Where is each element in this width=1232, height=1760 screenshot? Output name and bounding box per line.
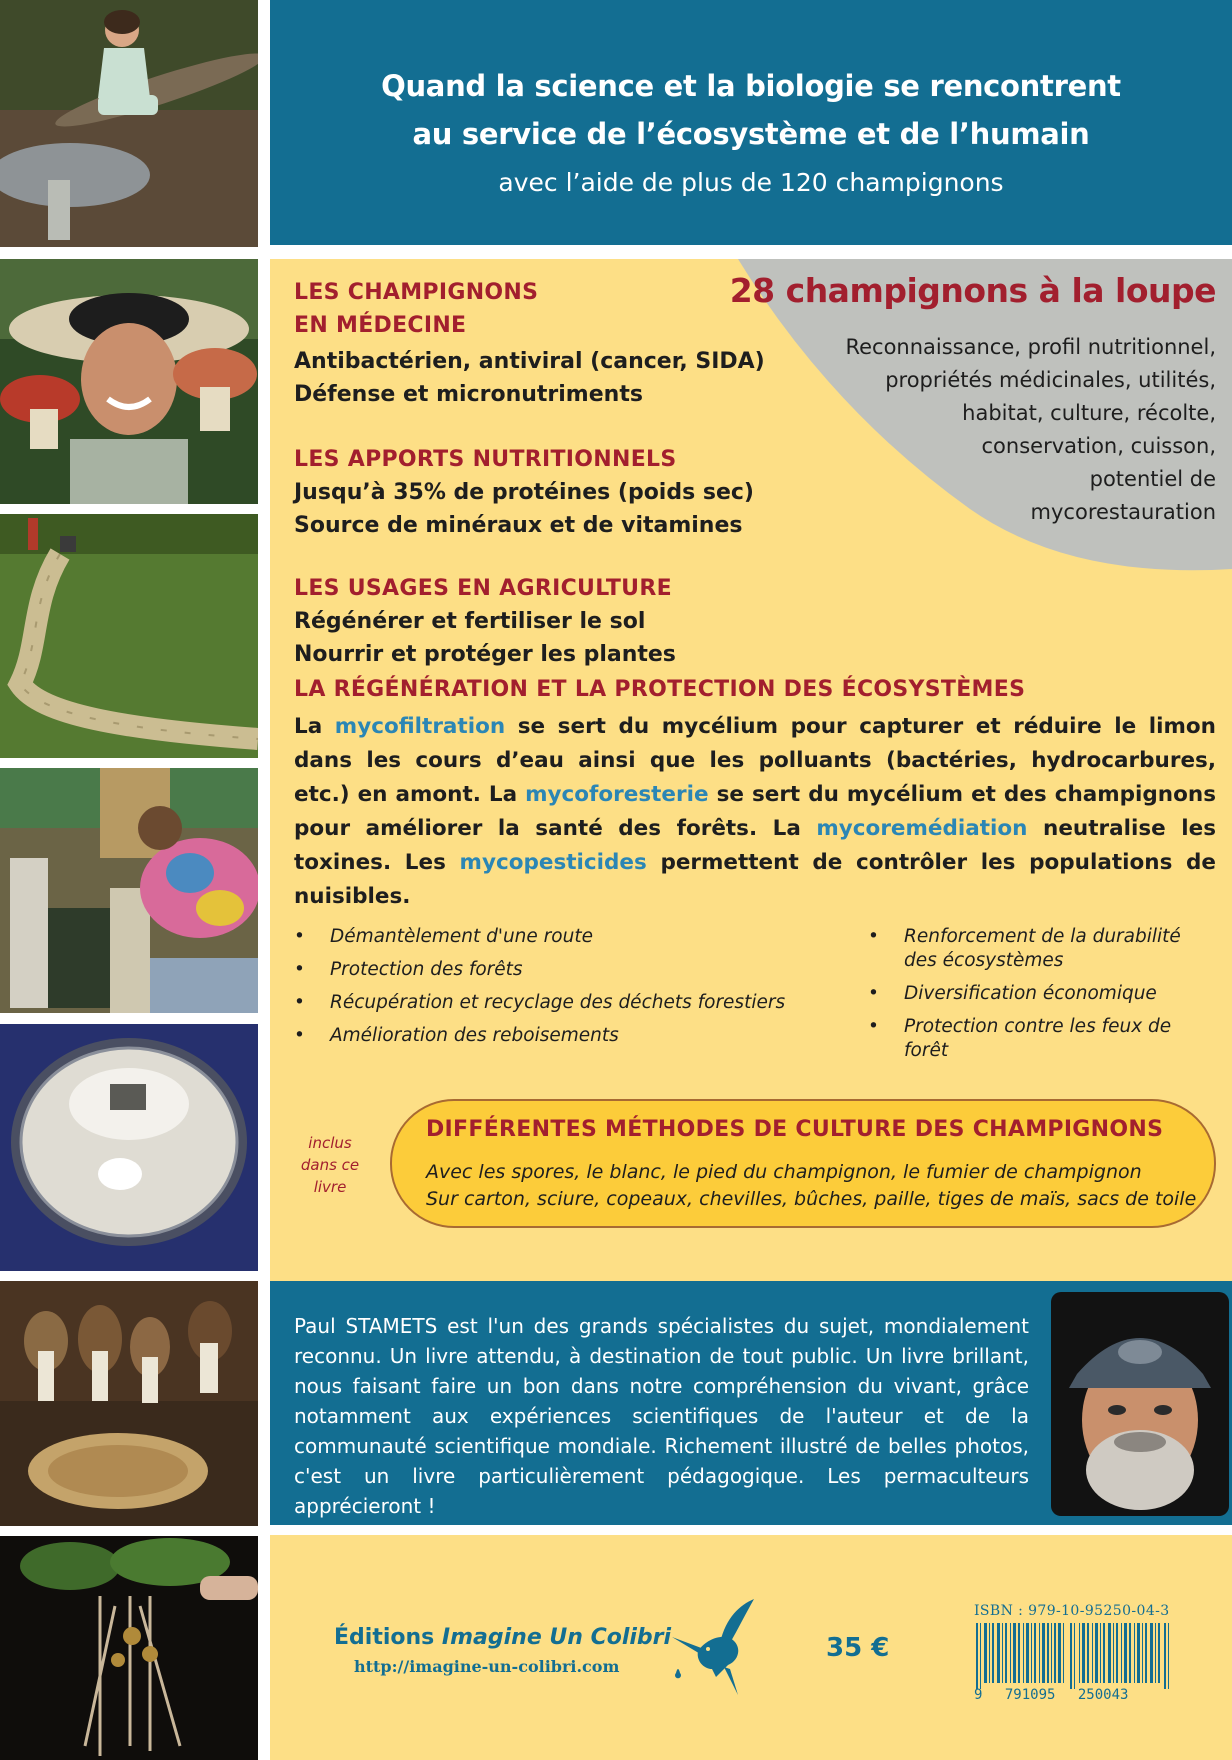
section-title-agriculture: LES USAGES EN AGRICULTURE — [294, 576, 672, 601]
publisher-url: http://imagine-un-colibri.com — [354, 1657, 620, 1676]
section-title-line: EN MÉDECINE — [294, 313, 467, 338]
section-body-line: Nourrir et protéger les plantes — [294, 642, 676, 667]
loupe-line: habitat, culture, récolte, — [962, 401, 1216, 425]
section-body-medecine — [294, 345, 765, 411]
isbn-label: ISBN : 979-10-95250-04-3 — [974, 1603, 1170, 1619]
culture-methods-title: DIFFÉRENTES MÉTHODES DE CULTURE DES CHAMPIGNONS — [426, 1117, 1164, 1142]
potato-roots-photo — [0, 1536, 258, 1760]
term-mycoforesterie: mycoforesterie — [525, 782, 709, 807]
author-portrait-photo — [1051, 1292, 1229, 1516]
bullet-list-left — [294, 925, 834, 1057]
culture-methods-line-2: Sur carton, sciure, copeaux, chevilles, bûches, paille, tiges de maïs, sacs de toile — [426, 1188, 1197, 1210]
paragraph-text: se sert du mycélium et des champignons pour améliorer la santé des forêts. La — [294, 782, 1216, 841]
term-mycoremediation: mycoremédiation — [816, 816, 1028, 841]
bullet-item: • Protection des forêts — [294, 958, 834, 982]
bullet-item: • Renforcement de la durabilité des écosystèmes — [868, 925, 1218, 973]
mushroom-bed-photo — [0, 1281, 258, 1526]
author-bio-text: Paul STAMETS est l'un des grands spécialistes du sujet, mondialement reconnu. Un livre attendu, à destination de tout public. Un livre brillant, nous faisant faire un bon dans notre compréhension du vivant, grâce notamment aux expériences scientifiques de l'auteur et de la communauté scientifique mondiale. Richement illustré de belles photos, c'est un livre particulièrement pédagogique. Les permaculteurs apprécieront ! — [294, 1314, 1029, 1518]
bullet-list-right — [868, 925, 1218, 1072]
section-body-line: Jusqu’à 35% de protéines (poids sec) — [294, 480, 754, 505]
loupe-line: mycorestauration — [1030, 500, 1216, 524]
subheadline: avec l’aide de plus de 120 champignons — [498, 168, 1004, 197]
top-banner — [270, 0, 1232, 245]
bullet-item: • Protection contre les feux de forêt — [868, 1015, 1218, 1063]
main-content-panel — [270, 259, 1232, 1304]
term-mycopesticides: mycopesticides — [459, 850, 647, 875]
culture-methods-line-1: Avec les spores, le blanc, le pied du champignon, le fumier de champignon — [426, 1161, 1142, 1183]
term-mycofiltration: mycofiltration — [334, 714, 506, 739]
woman-holding-mushrooms-photo — [0, 259, 258, 504]
headline — [270, 62, 1232, 158]
culture-methods-box — [390, 1099, 1216, 1228]
publisher-name — [334, 1625, 671, 1650]
inclus-line: livre — [313, 1178, 347, 1196]
footer-panel — [270, 1535, 1232, 1760]
loupe-title: 28 champignons à la loupe — [729, 271, 1216, 310]
hummingbird-logo — [668, 1599, 754, 1697]
section-title-nutrition: LES APPORTS NUTRITIONNELS — [294, 447, 677, 472]
section-title-ecosystems: LA RÉGÉNÉRATION ET LA PROTECTION DES ÉCOSYSTÈMES — [294, 677, 1026, 702]
paragraph-text: La — [294, 714, 335, 739]
inclus-line: inclus — [308, 1134, 352, 1152]
section-body-line: Régénérer et fertiliser le sol — [294, 609, 646, 634]
section-body-line: Antibactérien, antiviral (cancer, SIDA) — [294, 349, 765, 374]
filter-box-photo — [0, 768, 258, 1013]
loupe-line: propriétés médicinales, utilités, — [885, 368, 1216, 392]
paragraph-text: neutralise les toxines. Les — [294, 816, 1216, 875]
section-body-nutrition — [294, 476, 754, 542]
straw-wattle-photo — [0, 514, 258, 758]
headline-line-2: au service de l’écosystème et de l’humain — [412, 117, 1090, 151]
bullet-item: • Diversification économique — [868, 982, 1218, 1006]
barcode-image — [974, 1623, 1174, 1689]
petri-dish-photo — [0, 1024, 258, 1271]
inclus-note — [290, 1132, 370, 1198]
bullet-item: • Démantèlement d'une route — [294, 925, 834, 949]
barcode-digits: 9 791095 250043 — [974, 1687, 1129, 1703]
inclus-line: dans ce — [300, 1156, 360, 1174]
loupe-line: Reconnaissance, profil nutritionnel, — [845, 335, 1216, 359]
author-bio-panel — [270, 1281, 1232, 1525]
section-title-medecine — [294, 276, 538, 342]
publisher-brand: Imagine Un Colibri — [441, 1625, 672, 1650]
girl-with-mushroom-photo — [0, 0, 258, 247]
paragraph-text: permettent de contrôler les populations de nuisibles. — [294, 850, 1217, 909]
loupe-line: potentiel de — [1089, 467, 1216, 491]
loupe-line: conservation, cuisson, — [981, 434, 1216, 458]
section-body-agriculture — [294, 605, 676, 671]
ecosystems-paragraph — [294, 710, 1216, 914]
section-body-line: Source de minéraux et de vitamines — [294, 513, 743, 538]
publisher-prefix: Éditions — [334, 1625, 442, 1650]
headline-line-1: Quand la science et la biologie se rencontrent — [381, 69, 1121, 103]
section-title-line: LES CHAMPIGNONS — [294, 280, 539, 305]
section-body-line: Défense et micronutriments — [294, 382, 643, 407]
bullet-item: • Récupération et recyclage des déchets forestiers — [294, 991, 834, 1015]
price-label: 35 € — [826, 1633, 890, 1663]
loupe-description — [786, 331, 1216, 529]
paragraph-text: se sert du mycélium pour capturer et réduire le limon dans les cours d’eau ainsi que les polluants (bactéries, hydrocarbures, etc.) en amont. La — [294, 714, 1216, 807]
bullet-item: • Amélioration des reboisements — [294, 1024, 834, 1048]
